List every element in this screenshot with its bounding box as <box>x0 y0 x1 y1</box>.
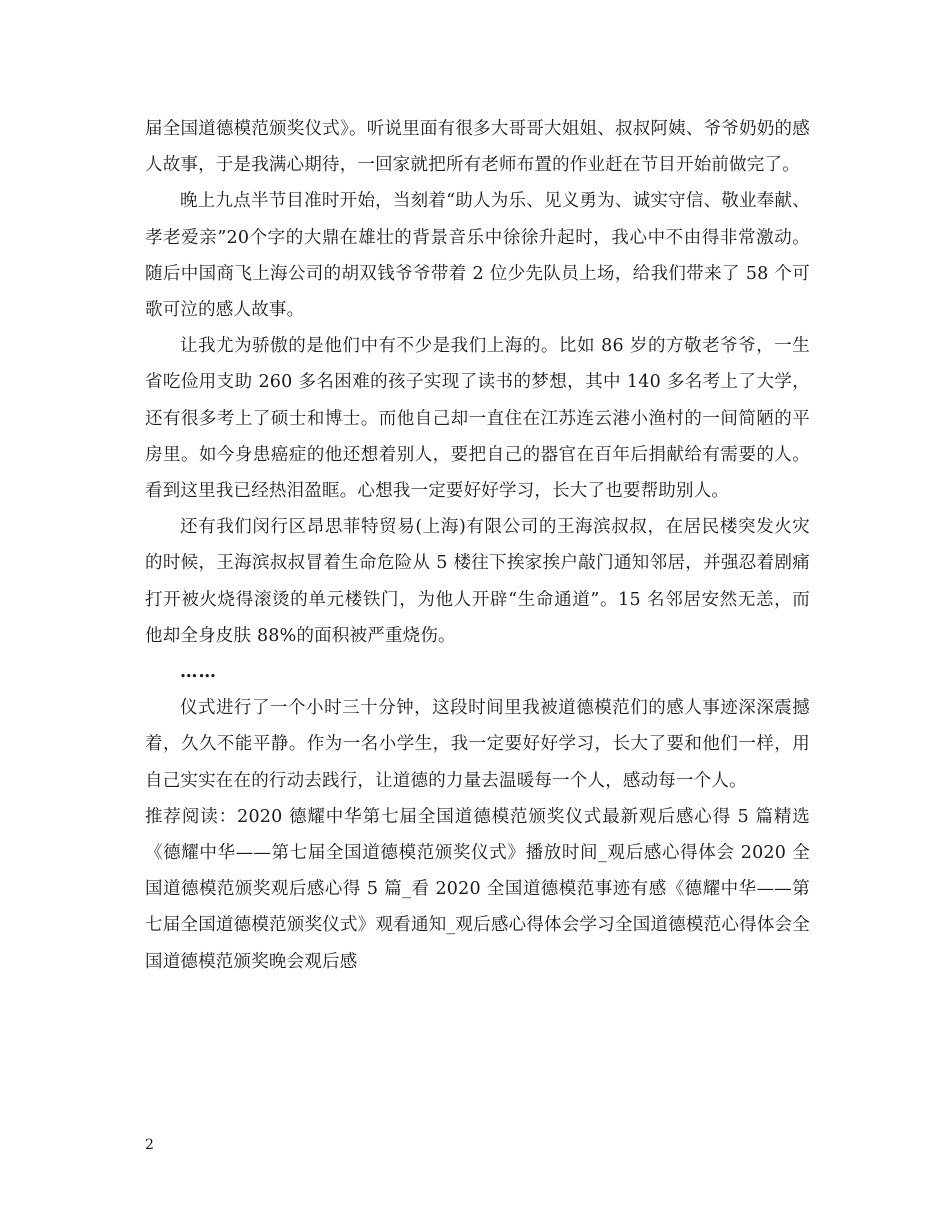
paragraph-conclusion: 仪式进行了一个小时三十分钟，这段时间里我被道德模范们的感人事迹深深震撼着，久久不能平静。作为一名小学生，我一定要好好学习，长大了要和他们一样，用自己实实在在的行动去践行，让道德的力量去温暖每一个人，感动每一个人。 <box>145 698 810 791</box>
paragraph-continuation: 届全国道德模范颁奖仪式》。听说里面有很多大哥哥大姐姐、叔叔阿姨、爷爷奶奶的感人故事，于是我满心期待，一回家就把所有老师布置的作业赶在节目开始前做完了。 <box>145 119 810 176</box>
document-body <box>145 111 810 980</box>
paragraph-wang-haibin: 还有我们闵行区昂思菲特贸易(上海)有限公司的王海滨叔叔，在居民楼突发火灾的时候，王海滨叔叔冒着生命危险从 5 楼往下挨家挨户敲门通知邻居，并强忍着剧痛打开被火烧得滚烫的单元楼铁门，为他人开辟“生命通道”。15 名邻居安然无恙，而他却全身皮肤 88%的面积被严重烧伤。 <box>145 517 810 646</box>
paragraph-fang-jinglao: 让我尤为骄傲的是他们中有不少是我们上海的。比如 86 岁的方敬老爷爷，一生省吃俭用支助 260 多名困难的孩子实现了读书的梦想，其中 140 多名考上了大学，还有很多考上了硕士和博士。而他自己却一直住在江苏连云港小渔村的一间简陋的平房里。如今身患癌症的他还想着别人，要把自己的器官在百年后捐献给有需要的人。看到这里我已经热泪盈眶。心想我一定要好好学习，长大了也要帮助别人。 <box>145 336 810 502</box>
page-number: 2 <box>145 1137 154 1153</box>
paragraph-recommended-reading: 推荐阅读：2020 德耀中华第七届全国道德模范颁奖仪式最新观后感心得 5 篇精选《德耀中华——第七届全国道德模范颁奖仪式》播放时间_观后感心得体会 2020 全国道德模范颁奖观后感心得 5 篇_看 2020 全国道德模范事迹有感《德耀中华——第七届全国道德模范颁奖仪式》观看通知_观后感心得体会学习全国道德模范心得体会全国道德模范颁奖晚会观后感 <box>145 806 810 972</box>
ellipsis-separator: …… <box>180 662 217 683</box>
paragraph-broadcast-start: 晚上九点半节目准时开始，当刻着“助人为乐、见义勇为、诚实守信、敬业奉献、孝老爱亲”20个字的大鼎在雄壮的背景音乐中徐徐升起时，我心中不由得非常激动。随后中国商飞上海公司的胡双钱爷爷带着 2 位少先队员上场，给我们带来了 58 个可歌可泣的感人故事。 <box>145 191 810 321</box>
